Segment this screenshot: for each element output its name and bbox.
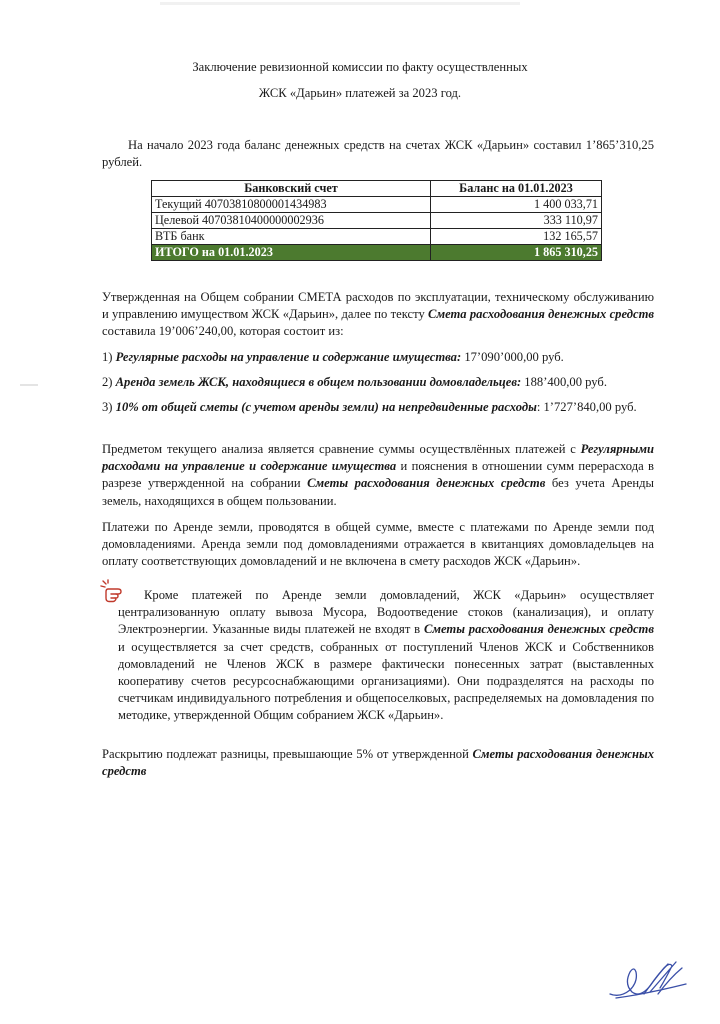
other-emphasis: Сметы расходования денежных средств [423, 622, 654, 637]
smeta-emphasis: Смета расходования денежных средств [428, 307, 654, 322]
subject-text-c: без учета Аренды земель, находящихся в общем пользовании. [102, 476, 654, 508]
account-cell: Целевой 40703810400000002936 [152, 213, 431, 229]
scan-margin-mark [20, 384, 38, 386]
list-number: 2) [102, 375, 116, 389]
header-account: Банковский счет [152, 181, 431, 197]
disclose-emphasis: Сметы расходования денежных средств [102, 747, 654, 779]
account-cell: ВТБ банк [152, 229, 431, 245]
analysis-subject-paragraph [102, 441, 654, 510]
list-amount: 17’090’000,00 руб. [461, 350, 564, 364]
document-title-line1: Заключение ревизионной комиссии по факту осуществленных [192, 60, 528, 74]
document-title-line2: ЖСК «Дарьин» платежей за 2023 год. [258, 86, 462, 100]
list-item [102, 374, 654, 391]
subject-text-a: Предметом текущего анализа является сравнение суммы осуществлённых платежей с [102, 442, 581, 456]
list-number: 1) [102, 350, 116, 364]
list-number: 3) [102, 400, 116, 414]
intro-paragraph: На начало 2023 года баланс денежных средств на счетах ЖСК «Дарьин» составил 1’865’310,25 рублей. [102, 138, 654, 170]
signature-icon [606, 958, 692, 1002]
header-balance: Баланс на 01.01.2023 [431, 181, 602, 197]
table-row [152, 229, 602, 245]
total-label: ИТОГО на 01.01.2023 [152, 245, 431, 261]
other-text-a: Кроме платежей по Аренде земли домовладений, ЖСК «Дарьин» осуществляет централизованную оплату вывоза Мусора, Водоотведение стоков (канализация), и оплату Электроэнергии. Указанные виды платежей не входят в [118, 588, 654, 637]
list-emphasis: Аренда земель ЖСК, находящиеся в общем пользовании домовладельцев: [115, 375, 522, 389]
subject-emphasis-2: Сметы расходования денежных средств [307, 476, 546, 491]
list-item [102, 399, 672, 416]
table-total-row [152, 245, 602, 261]
table-row [152, 213, 602, 229]
list-item [102, 349, 654, 366]
table-header-row [152, 181, 602, 197]
balance-cell: 1 400 033,71 [431, 197, 602, 213]
balance-cell: 333 110,97 [431, 213, 602, 229]
list-amount: : 1’727’840,00 руб. [536, 400, 637, 414]
subject-emphasis-1: Регулярными расходами на управление и содержание имущества [102, 442, 654, 474]
other-text-b: и осуществляется за счет средств, собранных от поступлений Членов ЖСК и Собственников домовладений не Членов ЖСК в размере фактически понесенных затрат (выставленных кооперативу счетов ресурсоснабжающими организациями). Они подразделятся на расходы по счетчикам индивидуального потребления и общепоселковых, распределяемых на домовладения по методике, утвержденной Общим собранием ЖСК «Дарьин». [118, 639, 654, 723]
bank-balance-table [151, 180, 602, 261]
list-emphasis: Регулярные расходы на управление и содержание имущества: [115, 350, 462, 364]
balance-cell: 132 165,57 [431, 229, 602, 245]
subject-text-b: и пояснения в отношении сумм перерасхода в разрезе утвержденной на собрании [102, 459, 654, 491]
disclosure-paragraph [102, 746, 654, 780]
table-row [152, 197, 602, 213]
list-amount: 188’400,00 руб. [521, 375, 607, 389]
land-rent-paragraph: Платежи по Аренде земли, проводятся в общей сумме, вместе с платежами по Аренде земли под домовладениями. Аренда земли под домовладениями отражается в квитанциях домовладельцев на оплату соответствующих домовладений и не включена в смету расходов ЖСК «Дарьин». [102, 520, 654, 569]
scan-edge-mark [160, 2, 520, 5]
account-cell: Текущий 40703810800001434983 [152, 197, 431, 213]
total-value: 1 865 310,25 [431, 245, 602, 261]
disclose-text: Раскрытию подлежат разницы, превышающие 5% от утвержденной [102, 747, 473, 761]
smeta-paragraph [102, 289, 654, 341]
smeta-text-b: составила 19’006’240,00, которая состоит из: [102, 324, 344, 339]
list-emphasis: 10% от общей сметы (с учетом аренды земли) на непредвиденные расходы [115, 400, 537, 414]
smeta-text-a: Утвержденная на Общем собрании СМЕТА расходов по эксплуатации, техническому обслуживанию и управлению имуществом ЖСК «Дарьин», далее по тексту [102, 290, 654, 322]
other-payments-paragraph [118, 587, 654, 725]
